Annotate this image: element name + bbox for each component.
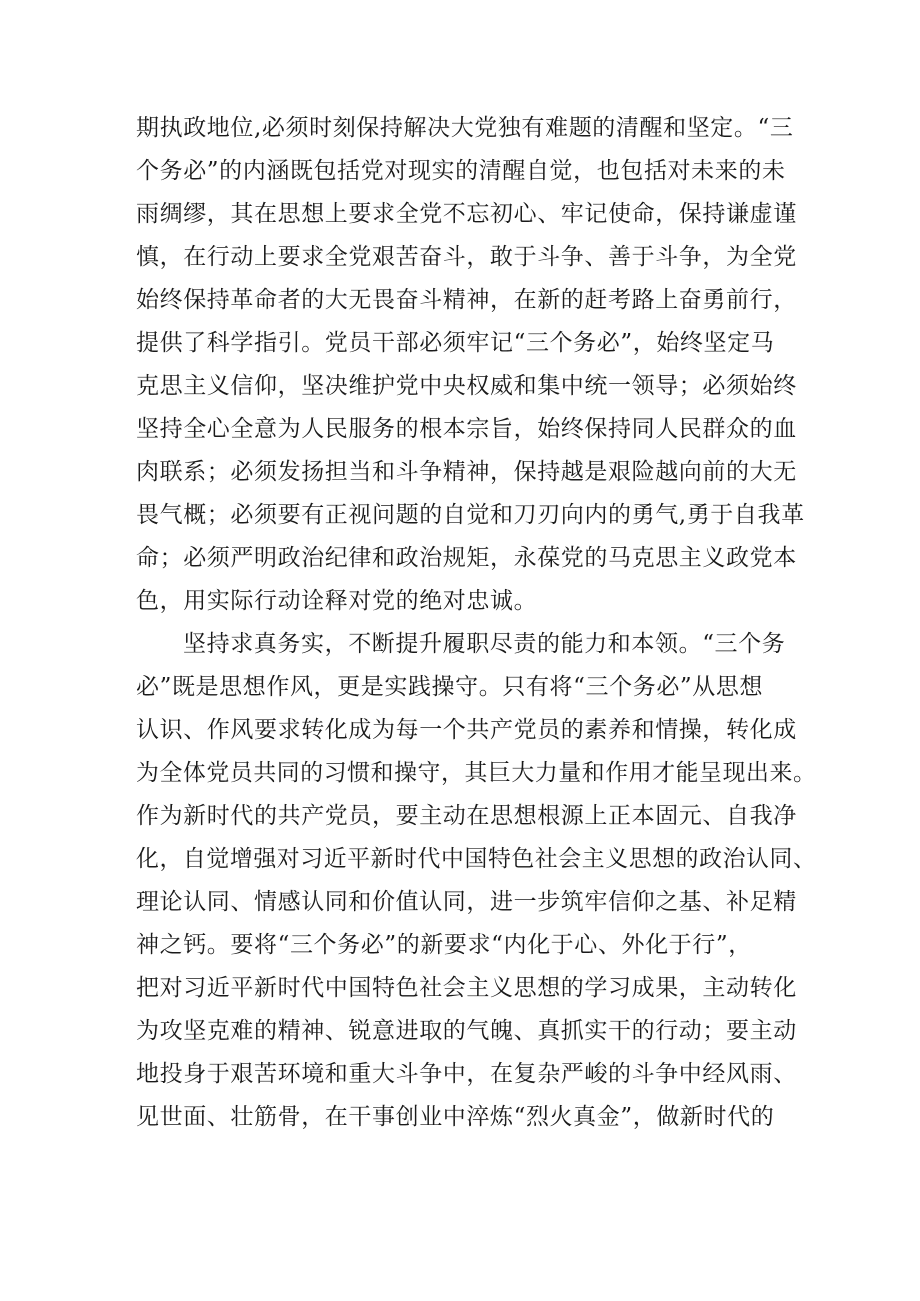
text-line: 克思主义信仰，坚决维护党中央权威和集中统一领导；必须始终: [136, 373, 797, 399]
text-line: 为攻坚克难的精神、锐意进取的气魄、真抓实干的行动；要主动: [136, 1018, 797, 1044]
text-line: 色，用实际行动诠释对党的绝对忠诚。: [136, 588, 538, 614]
text-line: 认识、作风要求转化成为每一个共产党员的素养和情操，转化成: [136, 717, 797, 743]
text-line: 化，自觉增强对习近平新时代中国特色社会主义思想的政治认同、: [136, 846, 817, 872]
text-line: 始终保持革命者的大无畏奋斗精神，在新的赶考路上奋勇前行，: [136, 287, 797, 313]
text-line: 作为新时代的共产党员，要主动在思想根源上正本固元、自我净: [136, 803, 797, 829]
paragraph-2: [136, 623, 816, 1139]
text-line: 期执政地位,必须时刻保持解决大党独有难题的清醒和坚定。“三: [136, 115, 794, 141]
paragraph-1: [136, 107, 816, 623]
document-body: [136, 107, 816, 1139]
text-line: 提供了科学指引。党员干部必须牢记“三个务必”，始终坚定马: [136, 330, 775, 356]
text-line: 雨绸缪，其在思想上要求全党不忘初心、牢记使命，保持谦虚谨: [136, 201, 797, 227]
text-line: 命；必须严明政治纪律和政治规矩，永葆党的马克思主义政党本: [136, 545, 797, 571]
text-line: 为全体党员共同的习惯和操守，其巨大力量和作用才能呈现出来。: [136, 760, 817, 786]
text-line: 个务必”的内涵既包括党对现实的清醒自觉，也包括对未来的未: [136, 158, 786, 184]
text-line: 把对习近平新时代中国特色社会主义思想的学习成果，主动转化: [136, 975, 797, 1001]
text-line: 必”既是思想作风，更是实践操守。只有将“三个务必”从思想: [136, 674, 764, 700]
text-line: 坚持全心全意为人民服务的根本宗旨，始终保持同人民群众的血: [136, 416, 797, 442]
text-line: 坚持求真务实，不断提升履职尽责的能力和本领。“三个务: [183, 631, 786, 657]
text-line: 见世面、壮筋骨，在干事创业中淬炼“烈火真金”，做新时代的: [136, 1104, 775, 1130]
text-line: 地投身于艰苦环境和重大斗争中，在复杂严峻的斗争中经风雨、: [136, 1061, 797, 1087]
text-line: 理论认同、情感认同和价值认同，进一步筑牢信仰之基、补足精: [136, 889, 797, 915]
text-line: 慎，在行动上要求全党艰苦奋斗，敢于斗争、善于斗争，为全党: [136, 244, 797, 270]
text-line: 畏气概；必须要有正视问题的自觉和刀刃向内的勇气,勇于自我革: [136, 502, 805, 528]
text-line: 肉联系；必须发扬担当和斗争精神，保持越是艰险越向前的大无: [136, 459, 797, 485]
text-line: 神之钙。要将“三个务必”的新要求“内化于心、外化于行”，: [136, 932, 752, 958]
